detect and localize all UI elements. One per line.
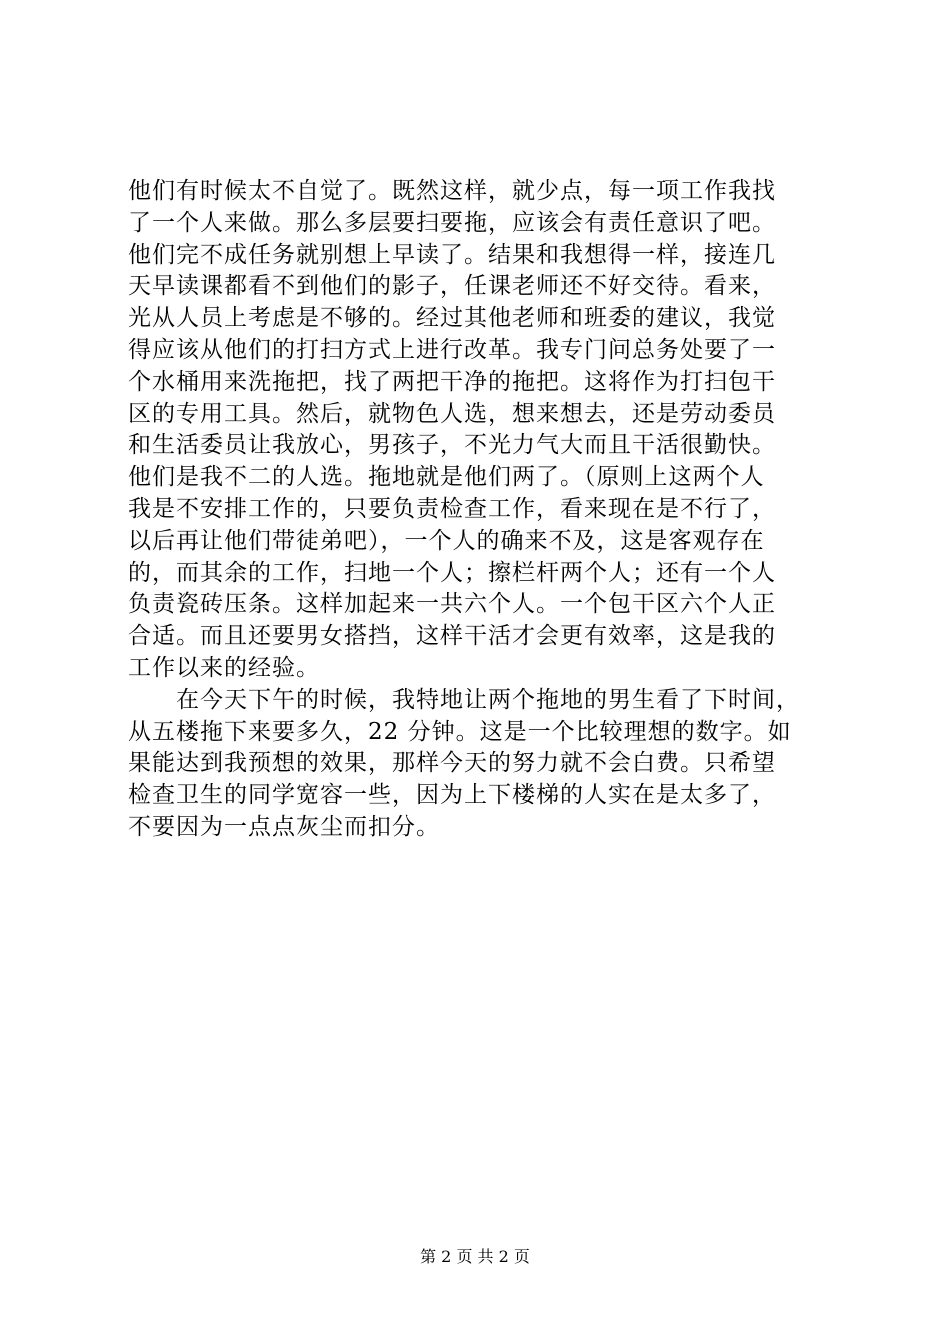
text-line-10: 他们是我不二的人选。拖地就是他们两了。（原则上这两个人 [128, 464, 765, 491]
page-number-footer: 第 2 页 共 2 页 [420, 1247, 530, 1266]
text-line-20: 检查卫生的同学宽容一些，因为上下楼梯的人实在是太多了， [128, 782, 776, 809]
text-line-9: 和生活委员让我放心，男孩子，不光力气大而且干活很勤快。 [128, 432, 776, 459]
body-text [128, 176, 833, 844]
text-line-18: 从五楼拖下来要多久，22 分钟。这是一个比较理想的数字。如 [128, 718, 792, 745]
text-line-17: 在今天下午的时候，我特地让两个拖地的男生看了下时间， [128, 686, 800, 713]
text-line-7: 个水桶用来洗拖把，找了两把干净的拖把。这将作为打扫包干 [128, 368, 776, 395]
text-line-5: 光从人员上考虑是不够的。经过其他老师和班委的建议，我觉 [128, 305, 776, 332]
text-line-11: 我是不安排工作的，只要负责检查工作，看来现在是不行了， [128, 495, 776, 522]
text-line-15: 合适。而且还要男女搭挡，这样干活才会更有效率，这是我的 [128, 623, 776, 650]
text-line-3: 他们完不成任务就别想上早读了。结果和我想得一样，接连几 [128, 241, 776, 268]
text-line-6: 得应该从他们的打扫方式上进行改革。我专门问总务处要了一 [128, 336, 776, 363]
text-line-12: 以后再让他们带徒弟吧），一个人的确来不及，这是客观存在 [128, 527, 765, 554]
text-line-21: 不要因为一点点灰尘而扣分。 [128, 813, 440, 840]
text-line-1: 他们有时候太不自觉了。既然这样，就少点，每一项工作我找 [128, 178, 776, 204]
text-line-16: 工作以来的经验。 [128, 654, 320, 681]
text-line-4: 天早读课都看不到他们的影子，任课老师还不好交待。看来， [128, 273, 776, 300]
text-line-19: 果能达到我预想的效果，那样今天的努力就不会白费。只希望 [128, 750, 776, 777]
text-line-2: 了一个人来做。那么多层要扫要拖，应该会有责任意识了吧。 [128, 209, 776, 236]
text-line-14: 负责瓷砖压条。这样加起来一共六个人。一个包干区六个人正 [128, 591, 776, 618]
text-line-8: 区的专用工具。然后，就物色人选，想来想去，还是劳动委员 [128, 400, 776, 427]
text-line-13: 的，而其余的工作，扫地一个人；擦栏杆两个人；还有一个人 [128, 559, 776, 586]
